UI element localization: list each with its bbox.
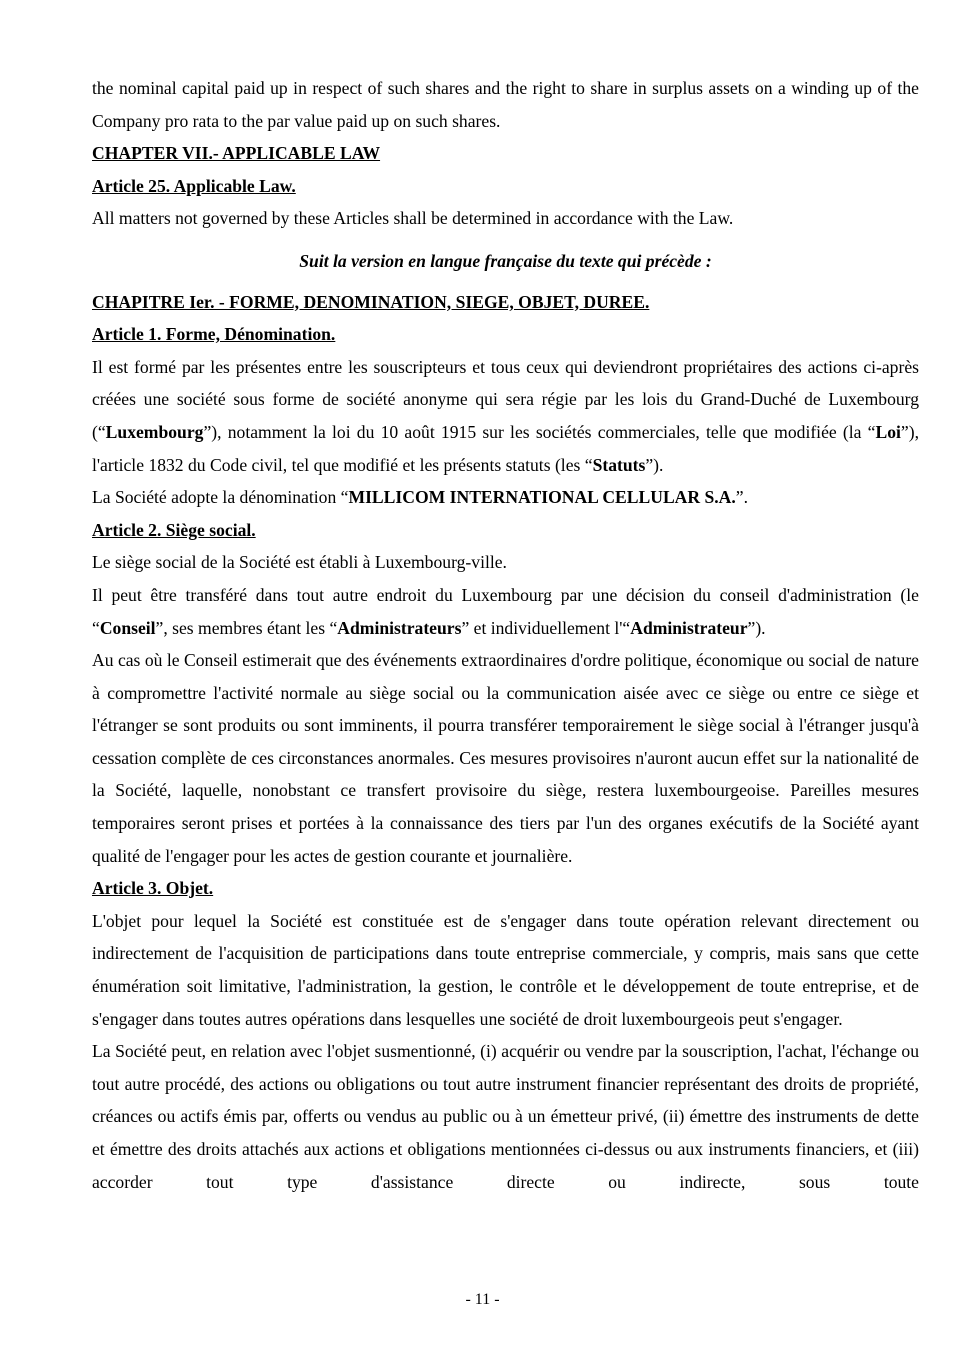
page-number: - 11 -: [465, 1291, 500, 1308]
article-2-paragraph-1: Le siège social de la Société est établi à Luxembourg-ville.: [92, 552, 507, 573]
article-1-paragraph-2: [92, 481, 919, 514]
text-run: ”.: [735, 487, 748, 508]
article-3-paragraph-1: L'objet pour lequel la Société est constituée est de s'engager dans toute opération relevant directement ou indirectement de l'acquisition de participations dans toute entreprise commerciale, y compris, mais sans que cette énumération soit limitative, l'administration, la gestion, le contrôle et le développement de toute entreprise, et de s'engager dans toutes autres opérations dans lesquelles une société de droit luxembourgeois peut s'engager.: [92, 910, 919, 1029]
company-name: MILLICOM INTERNATIONAL CELLULAR S.A.: [348, 487, 736, 508]
text-run: ”), notamment la loi du 10 août 1915 sur les sociétés commerciales, telle que modifiée (la “: [203, 421, 876, 442]
text-run: ”), l'article 1832 du Code civil, tel que modifié et les présents statuts (les “: [92, 421, 919, 475]
defined-term-conseil: Conseil: [99, 617, 156, 638]
article-25-heading: Article 25. Applicable Law.: [92, 175, 296, 196]
text-run: ”).: [645, 454, 664, 475]
french-version-intro: Suit la version en langue française du texte qui précède :: [299, 250, 712, 271]
article-3-heading: Article 3. Objet.: [92, 878, 214, 899]
text-run: ” et individuellement l'“: [461, 617, 631, 638]
text-run: La Société adopte la dénomination “: [92, 487, 349, 508]
defined-term-loi: Loi: [875, 421, 901, 442]
article-3-paragraph-2: La Société peut, en relation avec l'objet susmentionné, (i) acquérir ou vendre par la souscription, l'achat, l'échange ou tout autre procédé, des actions ou obligations ou tout autre instrument financier représentant des droits de propriété, créances ou actifs émis par, offerts ou vendus au public ou à un émetteur privé, (ii) émettre des instruments de dette et émettre des droits attachés aux actions et obligations mentionnées ci-dessus ou aux instruments financiers, et (iii) accorder tout type d'assistance directe ou indirecte, sous toute: [92, 1041, 919, 1192]
article-2-paragraph-3: Au cas où le Conseil estimerait que des événements extraordinaires d'ordre politique, économique ou social de nature à compromettre l'activité normale au siège social ou la communication aisée avec ce siège ou entre ce siège et l'étranger se sont produits ou sont imminents, il pourra transférer temporairement le siège social à l'étranger jusqu'à cessation complète de ces circonstances anormales. Ces mesures provisoires n'auront aucun effet sur la nationalité de la Société, laquelle, nonobstant ce transfert provisoire du siège, restera luxembourgeoise. Pareilles mesures temporaires seront prises et portées à la connaissance des tiers par l'un des organes exécutifs de la Société ayant qualité de l'engager pour les actes de gestion courante et journalière.: [92, 650, 919, 866]
text-run: ”, ses membres étant les “: [155, 617, 338, 638]
defined-term-administrateurs: Administrateurs: [337, 617, 462, 638]
defined-term-statuts: Statuts: [592, 454, 646, 475]
text-column: [92, 72, 919, 1198]
chapter-vii-heading: CHAPTER VII.- APPLICABLE LAW: [92, 143, 381, 164]
chapitre-1-heading: CHAPITRE Ier. - FORME, DENOMINATION, SIEGE, OBJET, DUREE.: [92, 291, 650, 312]
text-run: Il est formé par les présentes entre les souscripteurs et tous ceux qui deviendront propriétaires des actions ci-après créées une société sous forme de société anonyme qui sera régie par les lois du Grand-Duché de Luxembourg (“: [92, 356, 919, 442]
defined-term-luxembourg: Luxembourg: [105, 421, 204, 442]
text-run: ”).: [747, 617, 766, 638]
article-1-paragraph-1: [92, 351, 919, 481]
text-run: Il peut être transféré dans tout autre endroit du Luxembourg par une décision du conseil d'administration (le “: [92, 584, 919, 638]
article-2-heading: Article 2. Siège social.: [92, 519, 256, 540]
article-25-text: All matters not governed by these Articles shall be determined in accordance with the Law.: [92, 208, 734, 229]
article-1-heading: Article 1. Forme, Dénomination.: [92, 324, 336, 345]
intro-paragraph: the nominal capital paid up in respect of such shares and the right to share in surplus assets on a winding up of the Company pro rata to the par value paid up on such shares.: [92, 78, 919, 131]
article-2-paragraph-2: [92, 579, 919, 644]
defined-term-administrateur: Administrateur: [630, 617, 748, 638]
